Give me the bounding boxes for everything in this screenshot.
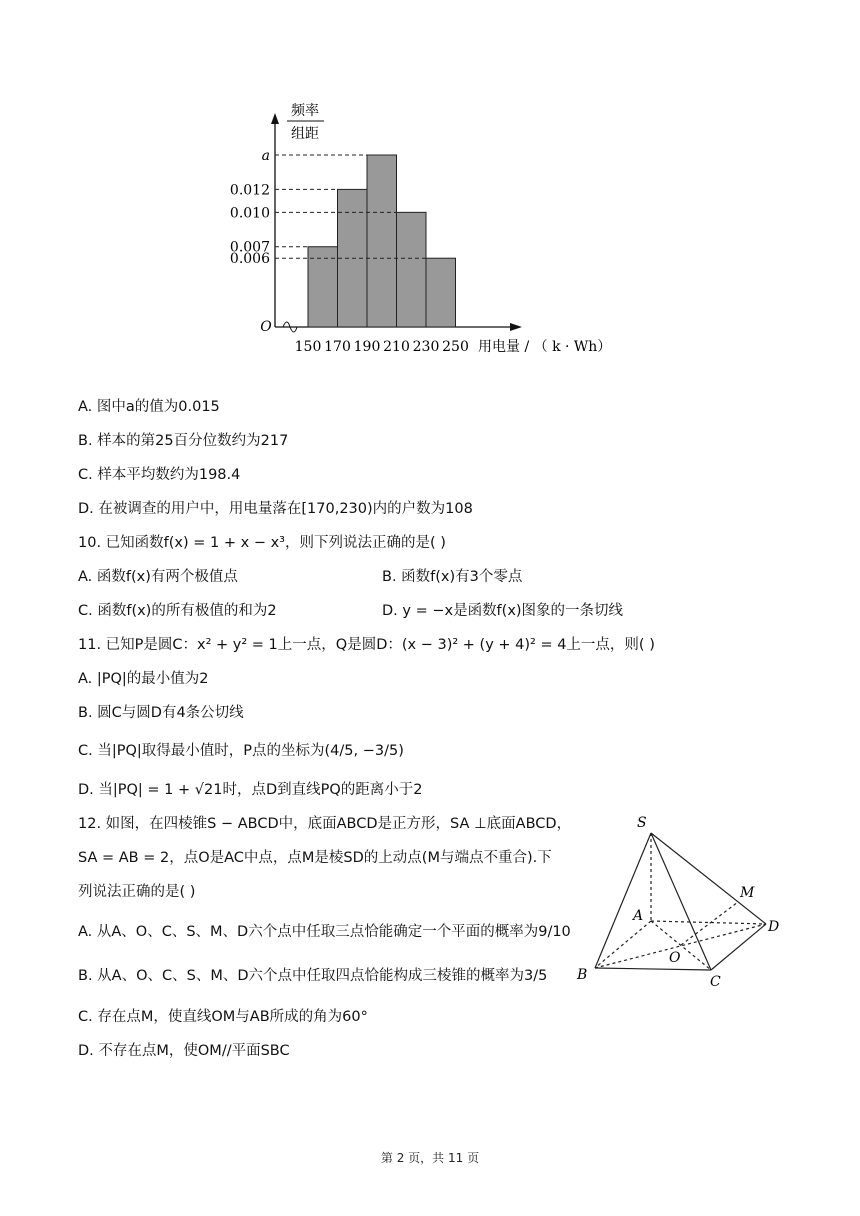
q10-option-b: B. 函数f(x)有3个零点 bbox=[382, 569, 523, 585]
q10-stem: 10. 已知函数f(x) = 1 + x − x³，则下列说法正确的是( ) bbox=[78, 535, 446, 551]
q10-option-c: C. 函数f(x)的所有极值的和为2 bbox=[78, 603, 277, 619]
y-axis-arrow bbox=[271, 113, 279, 124]
histogram-bar bbox=[308, 247, 338, 327]
q10-option-d: D. y = −x是函数f(x)图象的一条切线 bbox=[382, 603, 624, 619]
histogram-chart bbox=[0, 0, 860, 380]
label-a: A bbox=[633, 908, 644, 924]
y-tick-label: 0.010 bbox=[229, 205, 270, 222]
q11-option-c: C. 当|PQ|取得最小值时，P点的坐标为(4/5, −3/5) bbox=[78, 743, 404, 759]
bars-group bbox=[308, 155, 456, 327]
label-b: B bbox=[577, 967, 588, 983]
q9-option-a: A. 图中a的值为0.015 bbox=[78, 399, 220, 415]
label-d: D bbox=[768, 919, 780, 935]
x-tick-label: 230 bbox=[412, 339, 440, 355]
page-footer: 第 2 页，共 11 页 bbox=[380, 1151, 480, 1165]
q12-option-c: C. 存在点M，使直线OM与AB所成的角为60° bbox=[78, 1009, 368, 1025]
q11-option-b: B. 圆C与圆D有4条公切线 bbox=[78, 705, 244, 721]
y-tick-label: 0.012 bbox=[229, 182, 270, 199]
q9-option-d: D. 在被调查的用户中，用电量落在[170,230)内的户数为108 bbox=[78, 501, 473, 517]
q10-option-a: A. 函数f(x)有两个极值点 bbox=[78, 569, 238, 585]
label-m: M bbox=[740, 885, 755, 901]
y-tick-label: a bbox=[261, 148, 270, 164]
q12-stem-line2: SA = AB = 2，点O是AC中点，点M是棱SD的上动点(M与端点不重合).下 bbox=[78, 850, 552, 866]
y-axis-label-top: 频率 bbox=[291, 103, 319, 119]
x-tick-label: 250 bbox=[442, 339, 469, 355]
label-c: C bbox=[710, 974, 721, 990]
q11-option-a: A. |PQ|的最小值为2 bbox=[78, 671, 209, 687]
label-o: O bbox=[669, 950, 681, 966]
y-tick-label: 0.006 bbox=[229, 251, 270, 268]
q9-option-c: C. 样本平均数约为198.4 bbox=[78, 467, 241, 483]
x-tick-label: 170 bbox=[324, 339, 351, 355]
x-axis-label: 用电量 / （ k · Wh） bbox=[478, 339, 612, 355]
label-s: S bbox=[637, 815, 647, 831]
q9-option-b: B. 样本的第25百分位数约为217 bbox=[78, 433, 289, 449]
x-tick-label: 190 bbox=[353, 339, 381, 355]
q12-stem-line1: 12. 如图，在四棱锥S − ABCD中，底面ABCD是正方形，SA ⊥底面ABCD， bbox=[78, 816, 572, 832]
x-axis-arrow bbox=[510, 323, 522, 331]
q11-option-d: D. 当|PQ| = 1 + √21时，点D到直线PQ的距离小于2 bbox=[78, 782, 423, 798]
q12-stem-line3: 列说法正确的是( ) bbox=[78, 884, 196, 900]
pyramid-figure bbox=[570, 808, 810, 998]
x-tick-label: 150 bbox=[294, 339, 322, 355]
origin-label: O bbox=[260, 319, 272, 335]
x-tick-label: 210 bbox=[383, 339, 410, 355]
y-tick-label: 0.007 bbox=[229, 239, 270, 256]
histogram-bar bbox=[397, 212, 427, 327]
q12-option-a: A. 从A、O、C、S、M、D六个点中任取三点恰能确定一个平面的概率为9/10 bbox=[78, 924, 571, 940]
histogram-bar bbox=[426, 258, 456, 327]
y-axis-label-bottom: 组距 bbox=[291, 126, 319, 142]
histogram-bar bbox=[367, 155, 397, 327]
q12-option-d: D. 不存在点M，使OM//平面SBC bbox=[78, 1043, 290, 1059]
q12-option-b: B. 从A、O、C、S、M、D六个点中任取四点恰能构成三棱锥的概率为3/5 bbox=[78, 968, 548, 984]
q11-stem: 11. 已知P是圆C：x² + y² = 1上一点，Q是圆D：(x − 3)² + (y + 4)² = 4上一点，则( ) bbox=[78, 637, 655, 653]
x-ticks-group bbox=[295, 339, 469, 355]
